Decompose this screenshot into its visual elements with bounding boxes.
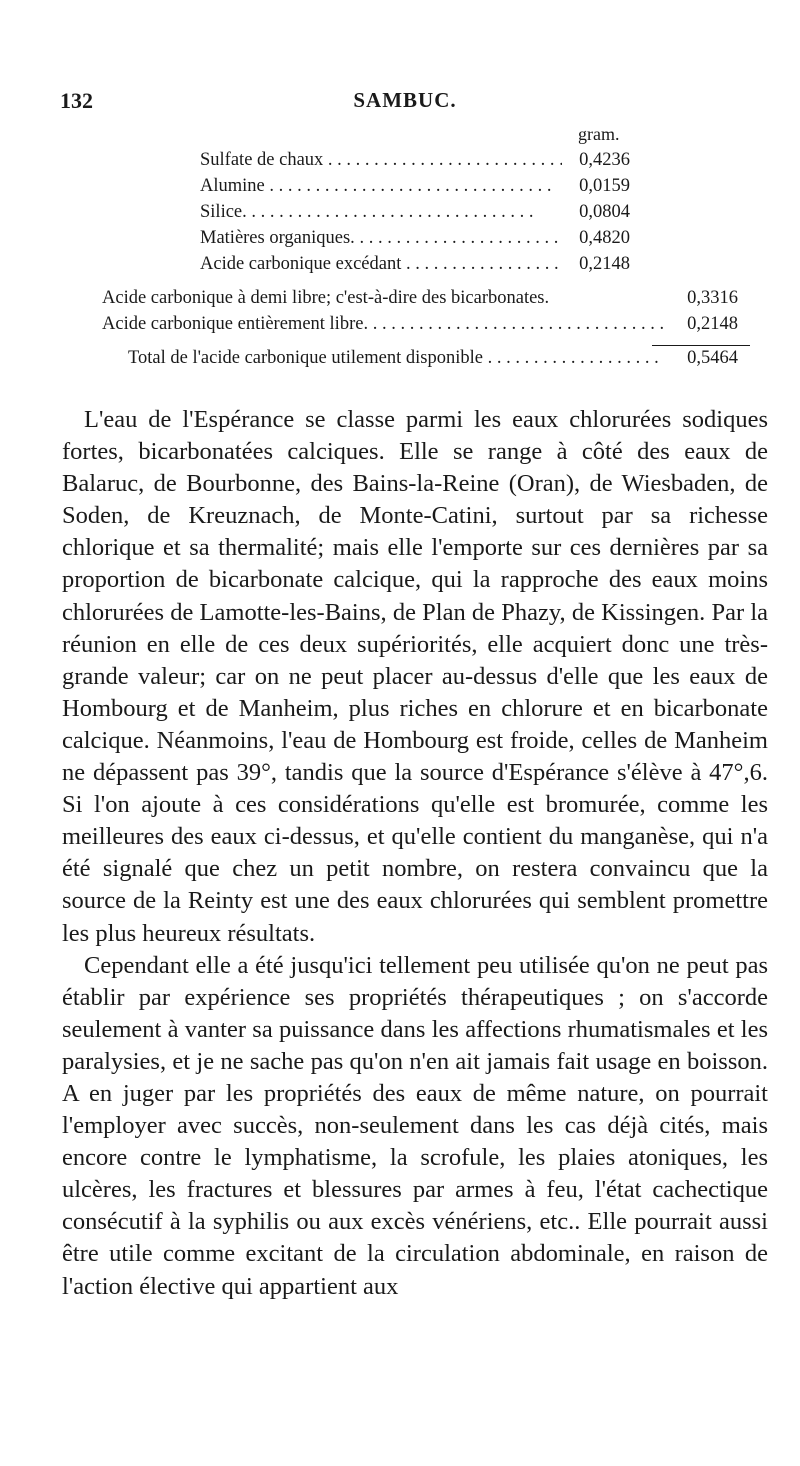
row-value: 0,0804 xyxy=(579,202,630,222)
row-label: Silice. . . . xyxy=(200,202,562,223)
total-row xyxy=(128,348,738,378)
paragraph: L'eau de l'Espérance se classe parmi les eaux chlorurées sodiques fortes, bicarbonatées calciques. Elle se range à côté des eaux de Balaruc, de Bourbonne, des Bains-la-Reine (Oran), de Wiesbaden, de Soden, de Kreuznach, de Monte-Catini, surtout par sa richesse chlorique et sa thermalité; mais elle l'emporte sur ces dernières par sa proportion de bicarbonate calcique, qui la rapproche des eaux moins chlorurées de Lamotte-les-Bains, de Plan de Phazy, de Kissingen. Par la réunion en elle de ces deux supériorités, elle acquiert donc une très-grande valeur; car on ne peut placer au-dessus d'elle que les eaux de Hombourg et de Manheim, plus riches en chlorure et en bicarbonate calcique. Néanmoins, l'eau de Hombourg est froide, celles de Manheim ne dépassent pas 39°, tandis que la source d'Espérance s'élève à 47°,6. Si l'on ajoute à ces considérations qu'elle est bromurée, comme les meilleures des eaux ci-dessus, et qu'elle contient du manganèse, qui n'a été signalé que chez un petit nombre, on restera convaincu que la source de la Reinty est une des eaux chlorurées qui semblent promettre les plus heureux résultats. xyxy=(62,406,768,947)
running-head: SAMBUC. xyxy=(353,88,457,112)
row-value: 0,4236 xyxy=(579,150,630,170)
row-label: Acide carbonique entièrement libre. . . . xyxy=(102,314,664,335)
table-row xyxy=(200,176,630,202)
unit-label: gram. xyxy=(578,124,620,144)
page-header xyxy=(60,88,750,118)
table-row xyxy=(200,228,630,254)
table-row xyxy=(200,150,630,176)
paragraph: Cependant elle a été jusqu'ici tellement peu utilisée qu'on ne peut pas établir par expérience ses propriétés thérapeutiques ; on s'accorde seulement à vanter sa puissance dans les affections rhumatismales et les paralysies, et je ne sache pas qu'on n'en ait jamais fait usage en boisson. A en juger par les propriétés des eaux de même nature, on pourrait l'employer avec succès, non-seulement dans les cas déjà cités, mais encore contre le lymphatisme, la scrofule, les plaies atoniques, les ulcères, les fractures et blessures par armes à feu, l'état cachectique consécutif à la syphilis ou aux excès vénériens, etc.. Elle pourrait aussi être utile comme excitant de la circulation abdominale, en raison de l'action élective qui appartient aux xyxy=(62,951,768,1300)
table-row xyxy=(200,202,630,228)
row-label: Acide carbonique excédant . . . xyxy=(200,254,562,275)
body-text xyxy=(62,404,768,1303)
row-label: Acide carbonique à demi libre; c'est-à-dire des bicarbonates. xyxy=(102,288,550,308)
total-value: 0,5464 xyxy=(687,348,738,368)
page-number: 132 xyxy=(60,88,93,113)
row-value: 0,2148 xyxy=(579,254,630,274)
row-label: Matières organiques. . . . xyxy=(200,228,562,249)
total-label: Total de l'acide carbonique utilement disponible . . . xyxy=(128,348,664,369)
row-value: 0,2148 xyxy=(687,314,738,334)
row-value: 0,0159 xyxy=(579,176,630,196)
acid-table xyxy=(102,288,738,340)
row-value: 0,3316 xyxy=(687,288,738,308)
table-row xyxy=(102,288,738,314)
row-label: Alumine . . . xyxy=(200,176,562,197)
total-rule xyxy=(652,345,750,346)
row-value: 0,4820 xyxy=(579,228,630,248)
table-row xyxy=(102,314,738,340)
composition-table xyxy=(200,150,630,280)
row-label: Sulfate de chaux . . . xyxy=(200,150,562,171)
table-row xyxy=(200,254,630,280)
